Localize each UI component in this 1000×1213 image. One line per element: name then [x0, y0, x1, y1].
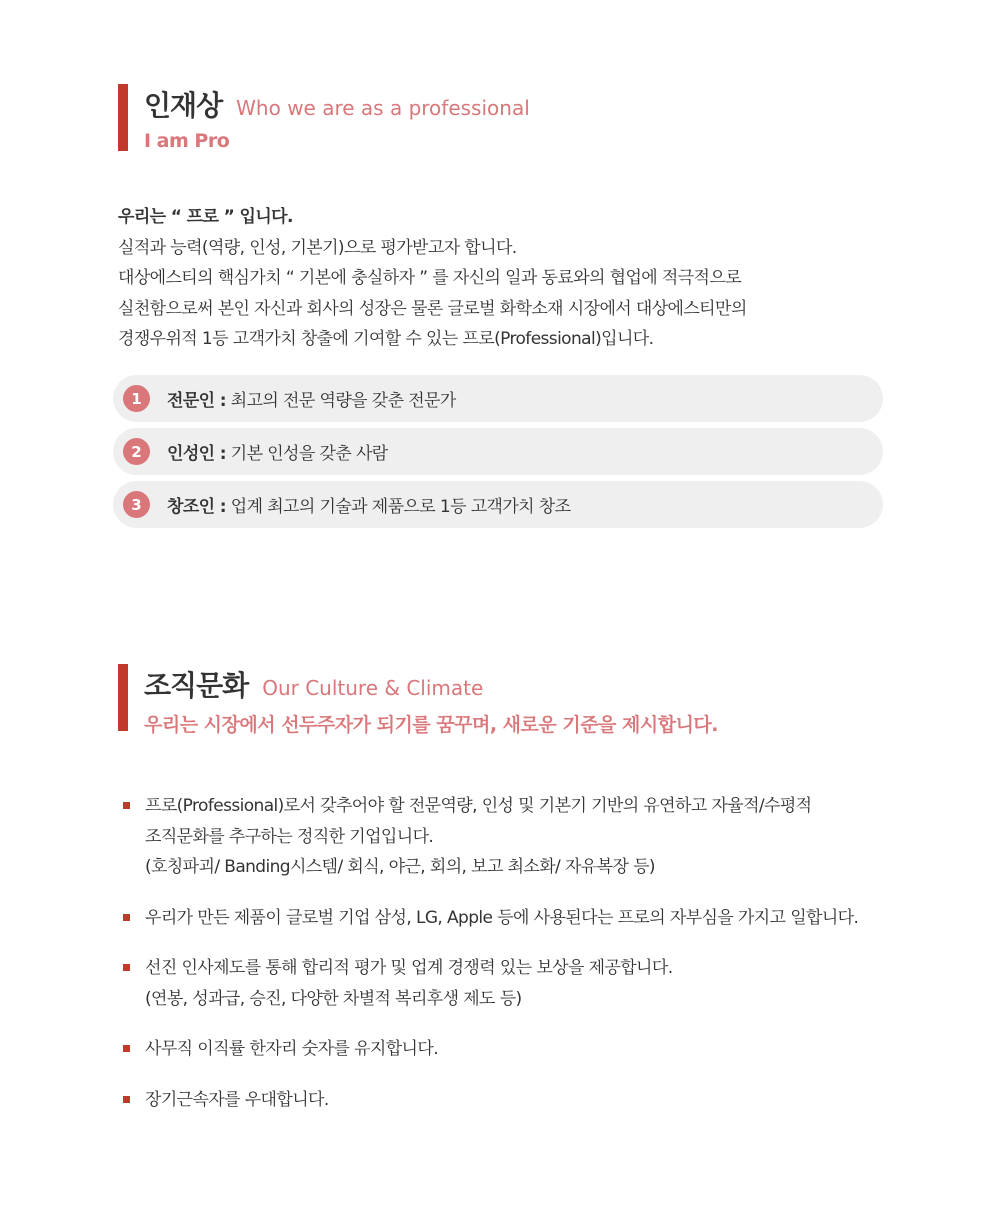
culture-item-line: 사무직 이직률 한자리 숫자를 유지합니다. — [145, 1039, 438, 1059]
number-badge: 1 — [123, 385, 150, 412]
culture-item-line: 우리가 만든 제품이 글로벌 기업 삼성, LG, Apple 등에 사용된다는 프로의 자부심을 가지고 일합니다. — [145, 907, 859, 928]
talent-title: 인재상 — [144, 89, 223, 122]
culture-list — [118, 791, 918, 1115]
talent-item-desc: 기본 인성을 갖춘 사람 — [225, 444, 388, 464]
culture-title-row — [144, 664, 918, 704]
culture-title-english: Our Culture & Climate — [262, 676, 484, 700]
talent-list — [113, 375, 883, 534]
culture-header-bar — [118, 664, 128, 731]
culture-item-line: 선진 인사제도를 통해 합리적 평가 및 업계 경쟁력 있는 보상을 제공합니다. — [145, 958, 673, 978]
talent-intro — [118, 202, 918, 355]
number-badge: 3 — [123, 491, 150, 518]
talent-section — [118, 84, 918, 517]
talent-item-term: 전문인 : — [167, 391, 226, 411]
talent-item-term: 창조인 : — [167, 497, 226, 517]
talent-item-text — [167, 386, 456, 411]
culture-list-item — [118, 791, 918, 883]
culture-section — [118, 664, 918, 1135]
talent-intro-lead: 우리는 “ 프로 ” 입니다. — [118, 207, 293, 227]
square-bullet-icon — [123, 802, 130, 809]
talent-title-row — [144, 84, 918, 124]
talent-item-text — [167, 492, 570, 517]
square-bullet-icon — [123, 914, 130, 921]
culture-list-item — [118, 1085, 918, 1116]
talent-item-term: 인성인 : — [167, 444, 226, 464]
talent-item — [113, 428, 883, 475]
talent-item — [113, 375, 883, 422]
culture-item-line: (연봉, 성과급, 승진, 다양한 차별적 복리후생 제도 등) — [145, 988, 522, 1009]
culture-item-line: (호칭파괴/ Banding시스템/ 회식, 야근, 회의, 보고 최소화/ 자유복장 등) — [145, 857, 655, 877]
culture-item-line: 조직문화를 추구하는 정직한 기업입니다. — [145, 826, 434, 847]
culture-list-item — [118, 953, 918, 1014]
square-bullet-icon — [123, 964, 130, 971]
square-bullet-icon — [123, 1096, 130, 1103]
culture-header — [118, 664, 918, 737]
culture-title: 조직문화 — [144, 669, 249, 702]
talent-item-desc: 업계 최고의 기술과 제품으로 1등 고객가치 창조 — [225, 497, 571, 517]
talent-intro-line: 실적과 능력(역량, 인성, 기본기)으로 평가받고자 합니다. — [118, 237, 517, 258]
talent-subtitle: I am Pro — [144, 130, 230, 152]
talent-intro-line: 경쟁우위적 1등 고객가치 창출에 기여할 수 있는 프로(Professional)입니다. — [118, 329, 654, 349]
talent-header-bar — [118, 84, 128, 151]
culture-list-item — [118, 1034, 918, 1065]
culture-subtitle: 우리는 시장에서 선두주자가 되기를 꿈꾸며, 새로운 기준을 제시합니다. — [144, 714, 719, 736]
talent-title-english: Who we are as a professional — [236, 96, 530, 120]
talent-intro-line: 대상에스티의 핵심가치 “ 기본에 충실하자 ” 를 자신의 일과 동료와의 협업에 적극적으로 — [118, 268, 742, 288]
number-badge: 2 — [123, 438, 150, 465]
culture-item-line: 프로(Professional)로서 갖추어야 할 전문역량, 인성 및 기본기 기반의 유연하고 자율적/수평적 — [145, 796, 812, 816]
talent-header — [118, 84, 918, 152]
culture-list-item — [118, 903, 918, 934]
culture-item-line: 장기근속자를 우대합니다. — [145, 1089, 329, 1110]
talent-intro-line: 실천함으로써 본인 자신과 회사의 성장은 물론 글로벌 화학소재 시장에서 대상에스티만의 — [118, 298, 747, 319]
square-bullet-icon — [123, 1045, 130, 1052]
talent-item-desc: 최고의 전문 역량을 갖춘 전문가 — [225, 391, 456, 411]
talent-item — [113, 481, 883, 528]
talent-item-text — [167, 439, 388, 464]
